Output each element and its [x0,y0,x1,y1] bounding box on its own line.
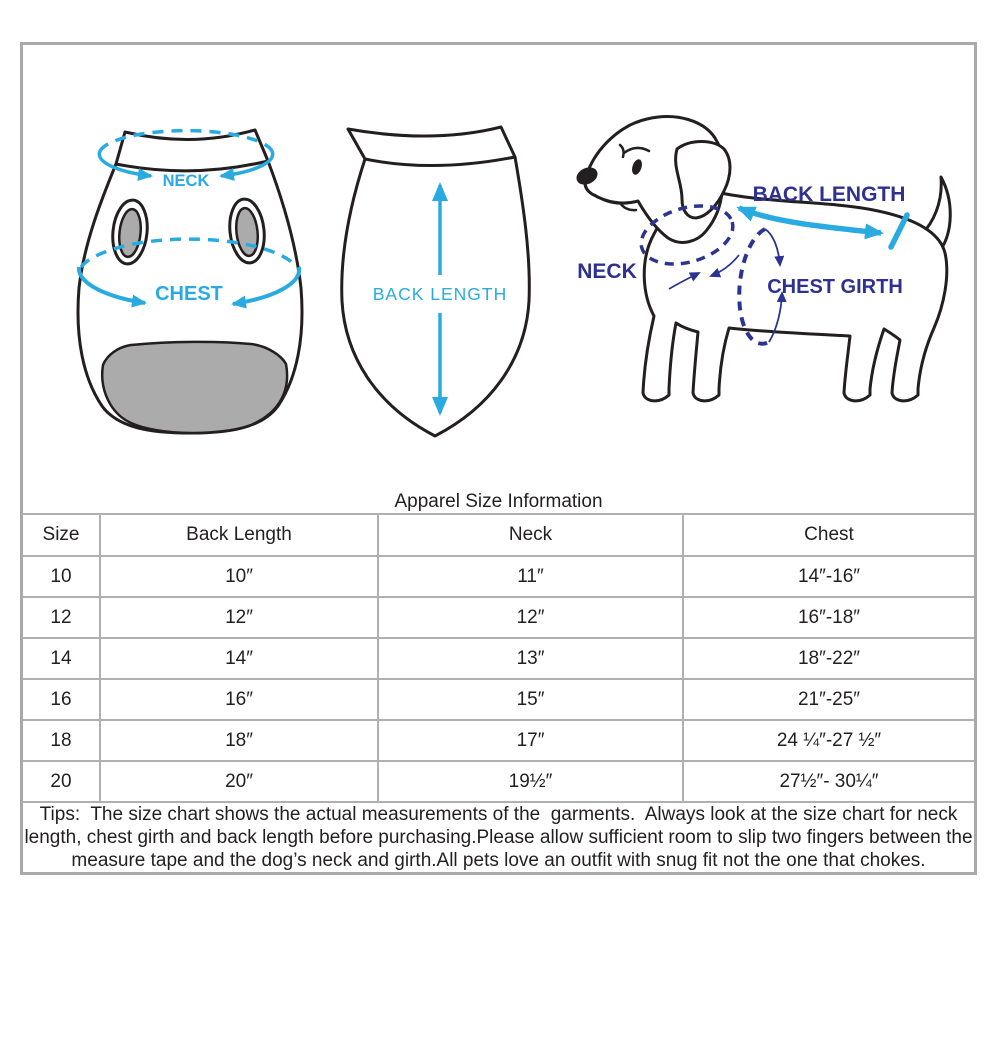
cell-size: 18 [23,720,100,761]
cell-back: 12″ [100,597,378,638]
col-header-neck: Neck [378,514,683,556]
col-header-chest: Chest [683,514,974,556]
garment-back-length-label: BACK LENGTH [372,284,508,304]
cell-size: 10 [23,556,100,597]
size-chart-panel [20,42,977,875]
cell-neck: 19½″ [378,761,683,802]
table-row [23,679,974,720]
table-row [23,638,974,679]
apparel-size-table [23,491,978,872]
garment-back-diagram [342,127,530,436]
cell-size: 20 [23,761,100,802]
garment-front-chest-label: CHEST [155,283,223,305]
dog-chest-girth-label: CHEST GIRTH [767,276,903,298]
dog-back-length-label: BACK LENGTH [752,183,906,206]
dog-neck-label: NECK [577,260,637,283]
garment-back-collar [348,127,515,159]
cell-neck: 13″ [378,638,683,679]
cell-chest: 21″-25″ [683,679,974,720]
cell-size: 14 [23,638,100,679]
diagrams-svg [23,45,974,491]
cell-size: 16 [23,679,100,720]
table-title: Apparel Size Information [23,491,974,514]
table-header-row [23,514,974,556]
cell-back: 16″ [100,679,378,720]
cell-neck: 11″ [378,556,683,597]
cell-back: 14″ [100,638,378,679]
cell-neck: 17″ [378,720,683,761]
cell-chest: 18″-22″ [683,638,974,679]
table-row [23,720,974,761]
cell-back: 10″ [100,556,378,597]
col-header-back-length: Back Length [100,514,378,556]
cell-back: 20″ [100,761,378,802]
measurement-diagrams [23,45,974,491]
cell-chest: 16″-18″ [683,597,974,638]
cell-back: 18″ [100,720,378,761]
garment-front-hem-gray [102,342,287,433]
table-row [23,597,974,638]
table-title-row [23,491,974,514]
tips-text: Tips: The size chart shows the actual measurements of the garments. Always look at the size chart for neck length, chest girth and back length before purchasing.Please allow sufficient room to slip two fingers between the measure tape and the dog’s neck and girth.All pets love an outfit with snug fit not the one that chokes. [24,804,978,871]
cell-neck: 15″ [378,679,683,720]
garment-front-neck-label: NECK [162,172,210,190]
table-tips-row [23,802,974,872]
cell-neck: 12″ [378,597,683,638]
cell-chest: 27½″- 30¼″ [683,761,974,802]
table-row [23,556,974,597]
col-header-size: Size [23,514,100,556]
cell-chest: 24 ¼″-27 ½″ [683,720,974,761]
dog-diagram [574,117,951,401]
cell-size: 12 [23,597,100,638]
table-row [23,761,974,802]
garment-front-diagram [78,130,302,433]
cell-chest: 14″-16″ [683,556,974,597]
